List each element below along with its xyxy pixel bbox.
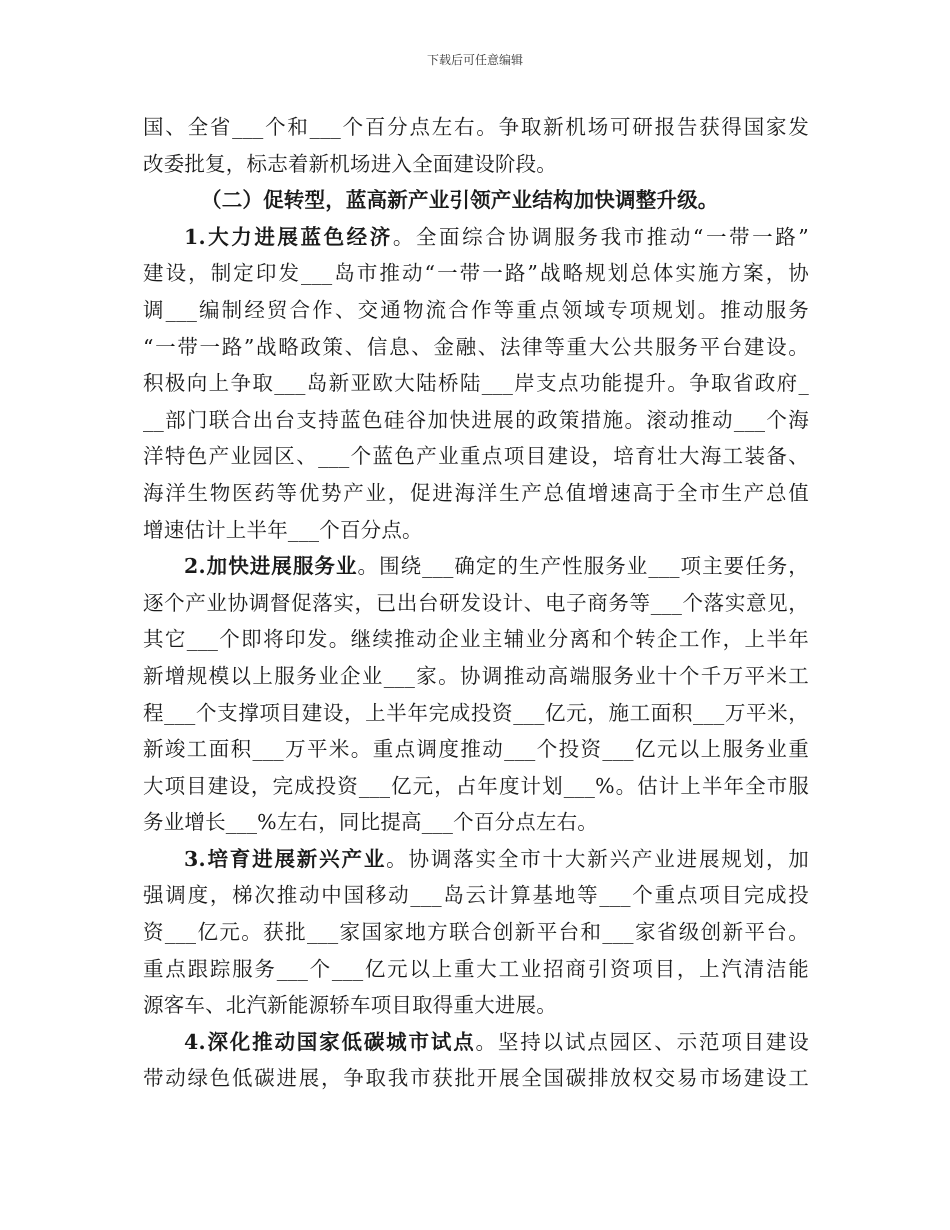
- section-heading: （二）促转型，蓝高新产业引领产业结构加快调整升级。: [201, 188, 719, 213]
- text-line: 新竣工面积___万平米。重点调度推动___个投资___亿元以上服务业重: [143, 737, 809, 762]
- text-line: 海洋生物医药等优势产业，促进海洋生产总值增速高于全市生产总值: [143, 480, 809, 505]
- text-line: 大项目建设，完成投资___亿元，占年度计划___%。估计上半年全市服: [143, 773, 809, 798]
- paragraph-start: [143, 548, 809, 585]
- paragraph-start: [143, 219, 809, 256]
- text-line: 带动绿色低碳进展，争取我市获批开展全国碳排放权交易市场建设工: [143, 1066, 809, 1091]
- paragraph-text: 。全面综合协调服务我市推动“一带一路”: [392, 224, 809, 249]
- paragraph-title: 4.深化推动国家低碳城市试点: [184, 1029, 476, 1054]
- text-line: 资___亿元。获批___家国家地方联合创新平台和___家省级创新平台。: [143, 920, 809, 945]
- text-line: 洋特色产业园区、___个蓝色产业重点项目建设，培育壮大海工装备、: [143, 444, 809, 469]
- text-line: 调___编制经贸合作、交通物流合作等重点领域专项规划。推动服务: [143, 297, 809, 322]
- paragraph-title: 2.加快进展服务业: [184, 554, 358, 579]
- paragraph-title: 1.大力进展蓝色经济: [184, 224, 393, 249]
- paragraph-start: [143, 841, 809, 878]
- text-line: 源客车、北汽新能源轿车项目取得重大进展。: [143, 993, 557, 1018]
- paragraph-text: 。坚持以试点园区、示范项目建设: [475, 1029, 809, 1054]
- text-line: 新增规模以上服务业企业___家。协调推动高端服务业十个千万平米工: [143, 663, 809, 688]
- text-line: 程___个支撑项目建设，上半年完成投资___亿元，施工面积___万平米，: [143, 700, 809, 725]
- text-line: __部门联合出台支持蓝色硅谷加快进展的政策措施。滚动推动___个海: [143, 407, 809, 432]
- text-line: “一带一路”战略政策、信息、金融、法律等重大公共服务平台建设。: [143, 334, 809, 359]
- text-line: 务业增长___%左右，同比提高___个百分点左右。: [143, 810, 598, 835]
- text-line: 建设，制定印发___岛市推动“一带一路”战略规划总体实施方案，协: [143, 261, 809, 286]
- text-line: 国、全省___个和___个百分点左右。争取新机场可研报告获得国家发: [143, 115, 809, 139]
- text-line: 积极向上争取___岛新亚欧大陆桥陆___岸支点功能提升。争取省政府_: [143, 371, 809, 396]
- paragraph-start: [143, 1024, 809, 1061]
- text-line: 重点跟踪服务___个___亿元以上重大工业招商引资项目，上汽清洁能: [143, 956, 809, 981]
- paragraph-title: 3.培育进展新兴产业: [184, 846, 387, 871]
- paragraph-text: 。协调落实全市十大新兴产业进展规划，加: [386, 846, 809, 871]
- paragraph-text: 。围绕___确定的生产性服务业___项主要任务，: [357, 554, 809, 579]
- page-header-note: 下载后可任意编辑: [426, 53, 523, 67]
- text-line: 逐个产业协调督促落实，已出台研发设计、电子商务等___个落实意见，: [143, 590, 809, 615]
- text-line: 其它___个即将印发。继续推动企业主辅业分离和个转企工作，上半年: [143, 627, 809, 652]
- text-line: 增速估计上半年___个百分点。: [143, 517, 423, 542]
- text-line: 改委批复，标志着新机场进入全面建设阶段。: [143, 151, 557, 176]
- text-line: 强调度，梯次推动中国移动___岛云计算基地等___个重点项目完成投: [143, 883, 809, 908]
- document-body: [143, 109, 809, 1097]
